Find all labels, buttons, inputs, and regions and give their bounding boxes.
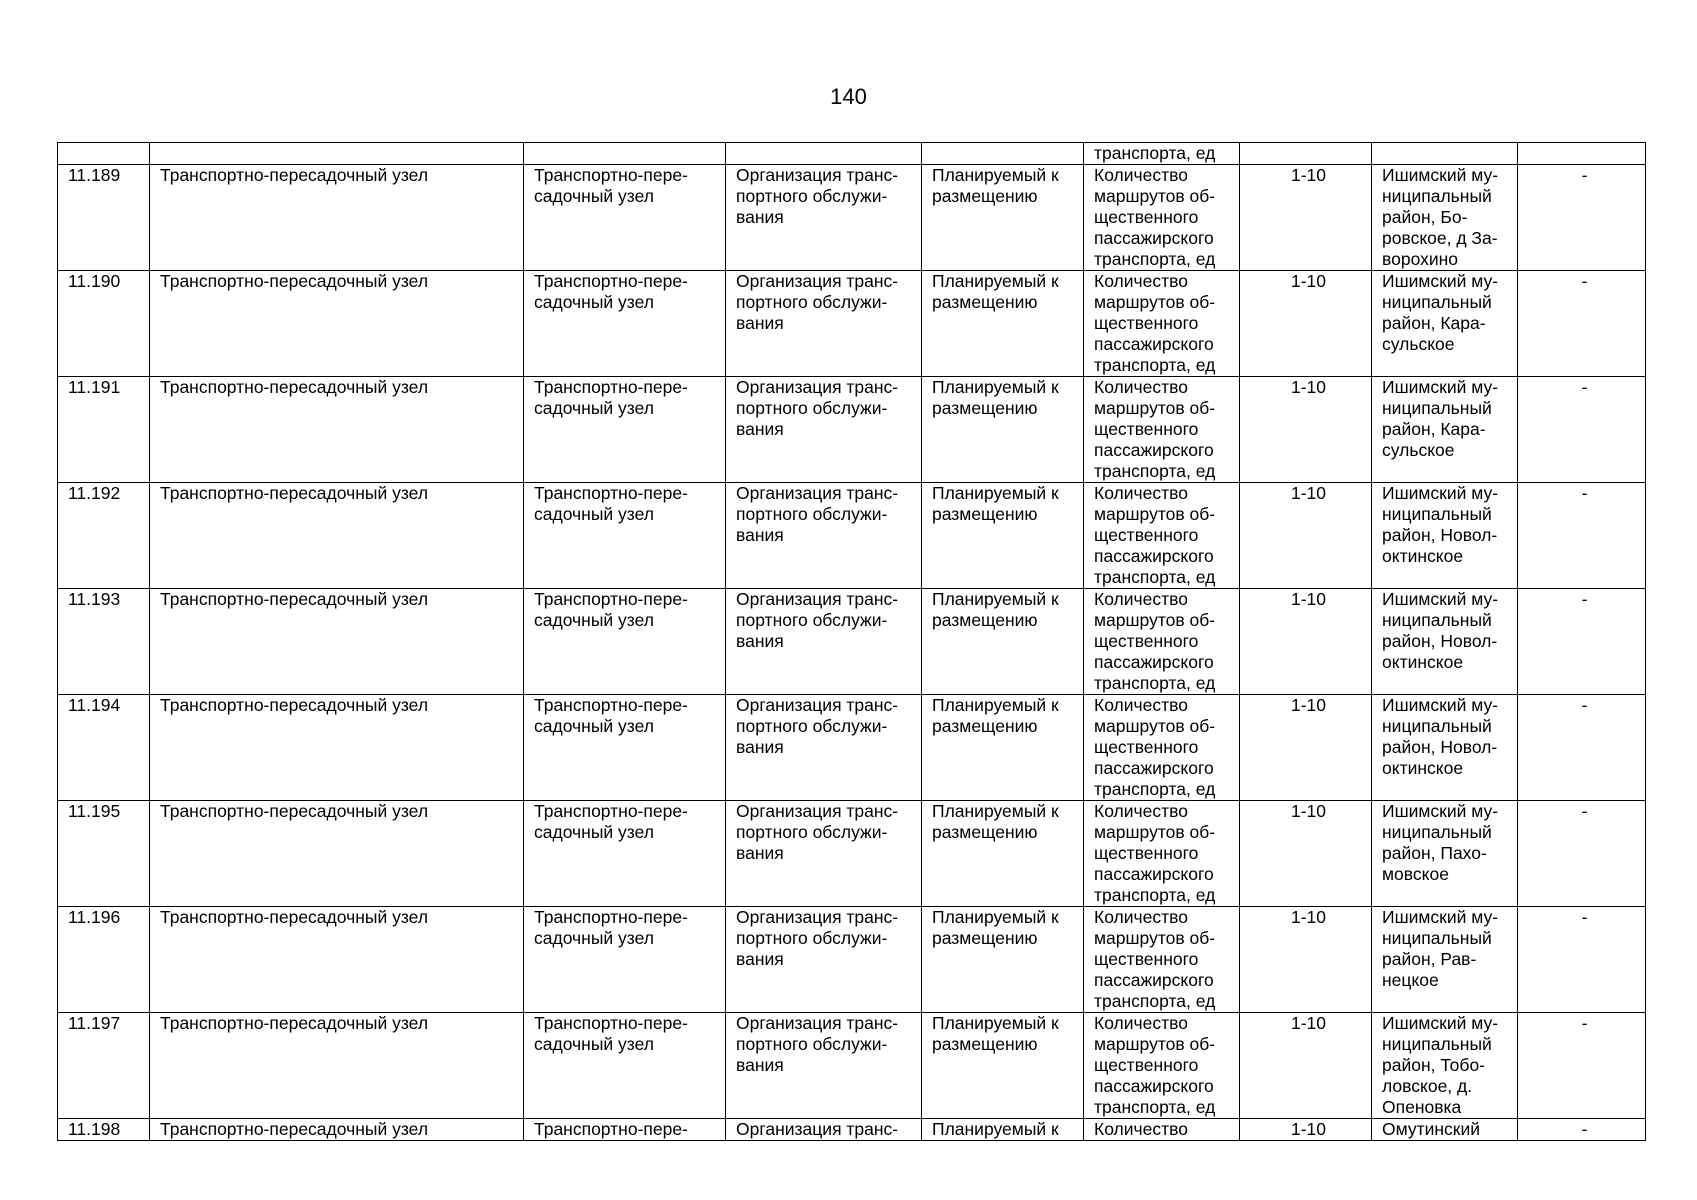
cell-zone: - xyxy=(1518,165,1646,271)
cell-name: Транспортно-пересадочный узел xyxy=(150,165,524,271)
cell xyxy=(58,143,150,165)
cell xyxy=(726,143,922,165)
objects-table xyxy=(57,142,1646,1141)
cell-num: 11.197 xyxy=(58,1013,150,1119)
cell-location: Ишимский му- ниципальный район, Тобо- ловское, д. Опеновка xyxy=(1372,1013,1518,1119)
cell-status: Планируемый к размещению xyxy=(922,377,1084,483)
cell-type: Транспортно-пере- садочный узел xyxy=(524,801,726,907)
cell-name: Транспортно-пересадочный узел xyxy=(150,801,524,907)
cell-indicator: Количество маршрутов об- щественного пассажирского транспорта, ед xyxy=(1084,695,1240,801)
cell-name: Транспортно-пересадочный узел xyxy=(150,1013,524,1119)
cell-name: Транспортно-пересадочный узел xyxy=(150,271,524,377)
cell-name: Транспортно-пересадочный узел xyxy=(150,483,524,589)
cell-location: Ишимский му- ниципальный район, Новол- октинское xyxy=(1372,483,1518,589)
cell xyxy=(1518,143,1646,165)
cell-location: Ишимский му- ниципальный район, Бо- ровское, д За- ворохино xyxy=(1372,165,1518,271)
cell-indicator: Количество маршрутов об- щественного пассажирского транспорта, ед xyxy=(1084,907,1240,1013)
cell-location: Ишимский му- ниципальный район, Новол- октинское xyxy=(1372,589,1518,695)
cell-purpose: Организация транс- портного обслужи- вания xyxy=(726,589,922,695)
cell-status: Планируемый к размещению xyxy=(922,271,1084,377)
table-body xyxy=(58,143,1646,1141)
cell-type: Транспортно-пере- садочный узел xyxy=(524,695,726,801)
cell-value: 1-10 xyxy=(1240,483,1372,589)
cell-location: Ишимский му- ниципальный район, Рав- нецкое xyxy=(1372,907,1518,1013)
table-row xyxy=(58,589,1646,695)
cell-zone: - xyxy=(1518,695,1646,801)
cell-type: Транспортно-пере- xyxy=(524,1119,726,1141)
cell-name: Транспортно-пересадочный узел xyxy=(150,695,524,801)
cell-zone: - xyxy=(1518,271,1646,377)
cell-location: Омутинский xyxy=(1372,1119,1518,1141)
cell-value: 1-10 xyxy=(1240,695,1372,801)
cell-indicator: Количество маршрутов об- щественного пассажирского транспорта, ед xyxy=(1084,801,1240,907)
cell-purpose: Организация транс- портного обслужи- вания xyxy=(726,801,922,907)
cell xyxy=(524,143,726,165)
table-row xyxy=(58,377,1646,483)
cell-type: Транспортно-пере- садочный узел xyxy=(524,377,726,483)
cell-indicator: Количество маршрутов об- щественного пассажирского транспорта, ед xyxy=(1084,483,1240,589)
cell-name: Транспортно-пересадочный узел xyxy=(150,1119,524,1141)
table-row xyxy=(58,695,1646,801)
cell-type: Транспортно-пере- садочный узел xyxy=(524,271,726,377)
cell-location: Ишимский му- ниципальный район, Кара- сульское xyxy=(1372,377,1518,483)
cell xyxy=(1372,143,1518,165)
table-row xyxy=(58,165,1646,271)
cell-value: 1-10 xyxy=(1240,907,1372,1013)
cell-purpose: Организация транс- портного обслужи- вания xyxy=(726,377,922,483)
table-row xyxy=(58,1013,1646,1119)
cell-num: 11.194 xyxy=(58,695,150,801)
cell-value: 1-10 xyxy=(1240,1013,1372,1119)
cell-status: Планируемый к размещению xyxy=(922,165,1084,271)
cell xyxy=(922,143,1084,165)
cell-status: Планируемый к размещению xyxy=(922,589,1084,695)
cell-value: 1-10 xyxy=(1240,165,1372,271)
cell: транспорта, ед xyxy=(1084,143,1240,165)
cell-location: Ишимский му- ниципальный район, Пахо- мовское xyxy=(1372,801,1518,907)
cell-num: 11.190 xyxy=(58,271,150,377)
page-number: 140 xyxy=(830,84,867,109)
cell-name: Транспортно-пересадочный узел xyxy=(150,907,524,1013)
cell-name: Транспортно-пересадочный узел xyxy=(150,377,524,483)
table-row xyxy=(58,271,1646,377)
cell-status: Планируемый к размещению xyxy=(922,1013,1084,1119)
cell-indicator: Количество маршрутов об- щественного пассажирского транспорта, ед xyxy=(1084,165,1240,271)
cell-num: 11.193 xyxy=(58,589,150,695)
cell-type: Транспортно-пере- садочный узел xyxy=(524,483,726,589)
cell-zone: - xyxy=(1518,1013,1646,1119)
cell-location: Ишимский му- ниципальный район, Кара- сульское xyxy=(1372,271,1518,377)
cell-zone: - xyxy=(1518,589,1646,695)
cell-zone: - xyxy=(1518,483,1646,589)
cell-indicator: Количество маршрутов об- щественного пассажирского транспорта, ед xyxy=(1084,271,1240,377)
cell-purpose: Организация транс- портного обслужи- вания xyxy=(726,907,922,1013)
cell-purpose: Организация транс- портного обслужи- вания xyxy=(726,483,922,589)
cell-type: Транспортно-пере- садочный узел xyxy=(524,907,726,1013)
cell-value: 1-10 xyxy=(1240,1119,1372,1141)
cell-status: Планируемый к размещению xyxy=(922,907,1084,1013)
cell-num: 11.196 xyxy=(58,907,150,1013)
table-row xyxy=(58,1119,1646,1141)
cell-num: 11.192 xyxy=(58,483,150,589)
cell-value: 1-10 xyxy=(1240,377,1372,483)
cell-type: Транспортно-пере- садочный узел xyxy=(524,589,726,695)
continuation-row xyxy=(58,143,1646,165)
cell-value: 1-10 xyxy=(1240,589,1372,695)
cell-num: 11.189 xyxy=(58,165,150,271)
cell-status: Планируемый к размещению xyxy=(922,695,1084,801)
cell-num: 11.198 xyxy=(58,1119,150,1141)
cell-purpose: Организация транс- портного обслужи- вания xyxy=(726,1013,922,1119)
cell-purpose: Организация транс- портного обслужи- вания xyxy=(726,271,922,377)
cell-location: Ишимский му- ниципальный район, Новол- октинское xyxy=(1372,695,1518,801)
cell-indicator: Количество маршрутов об- щественного пассажирского транспорта, ед xyxy=(1084,377,1240,483)
cell-purpose: Организация транс- портного обслужи- вания xyxy=(726,695,922,801)
cell-value: 1-10 xyxy=(1240,801,1372,907)
cell-zone: - xyxy=(1518,801,1646,907)
cell-purpose: Организация транс- xyxy=(726,1119,922,1141)
cell-zone: - xyxy=(1518,907,1646,1013)
cell-indicator: Количество маршрутов об- щественного пассажирского транспорта, ед xyxy=(1084,589,1240,695)
cell-num: 11.191 xyxy=(58,377,150,483)
cell-value: 1-10 xyxy=(1240,271,1372,377)
cell-num: 11.195 xyxy=(58,801,150,907)
cell-status: Планируемый к xyxy=(922,1119,1084,1141)
cell-type: Транспортно-пере- садочный узел xyxy=(524,1013,726,1119)
table-row xyxy=(58,483,1646,589)
table-row xyxy=(58,801,1646,907)
table-row xyxy=(58,907,1646,1013)
cell-indicator: Количество xyxy=(1084,1119,1240,1141)
cell-status: Планируемый к размещению xyxy=(922,483,1084,589)
cell-zone: - xyxy=(1518,1119,1646,1141)
cell xyxy=(1240,143,1372,165)
cell-purpose: Организация транс- портного обслужи- вания xyxy=(726,165,922,271)
cell-name: Транспортно-пересадочный узел xyxy=(150,589,524,695)
cell-type: Транспортно-пере- садочный узел xyxy=(524,165,726,271)
cell-status: Планируемый к размещению xyxy=(922,801,1084,907)
cell xyxy=(150,143,524,165)
cell-zone: - xyxy=(1518,377,1646,483)
cell-indicator: Количество маршрутов об- щественного пассажирского транспорта, ед xyxy=(1084,1013,1240,1119)
